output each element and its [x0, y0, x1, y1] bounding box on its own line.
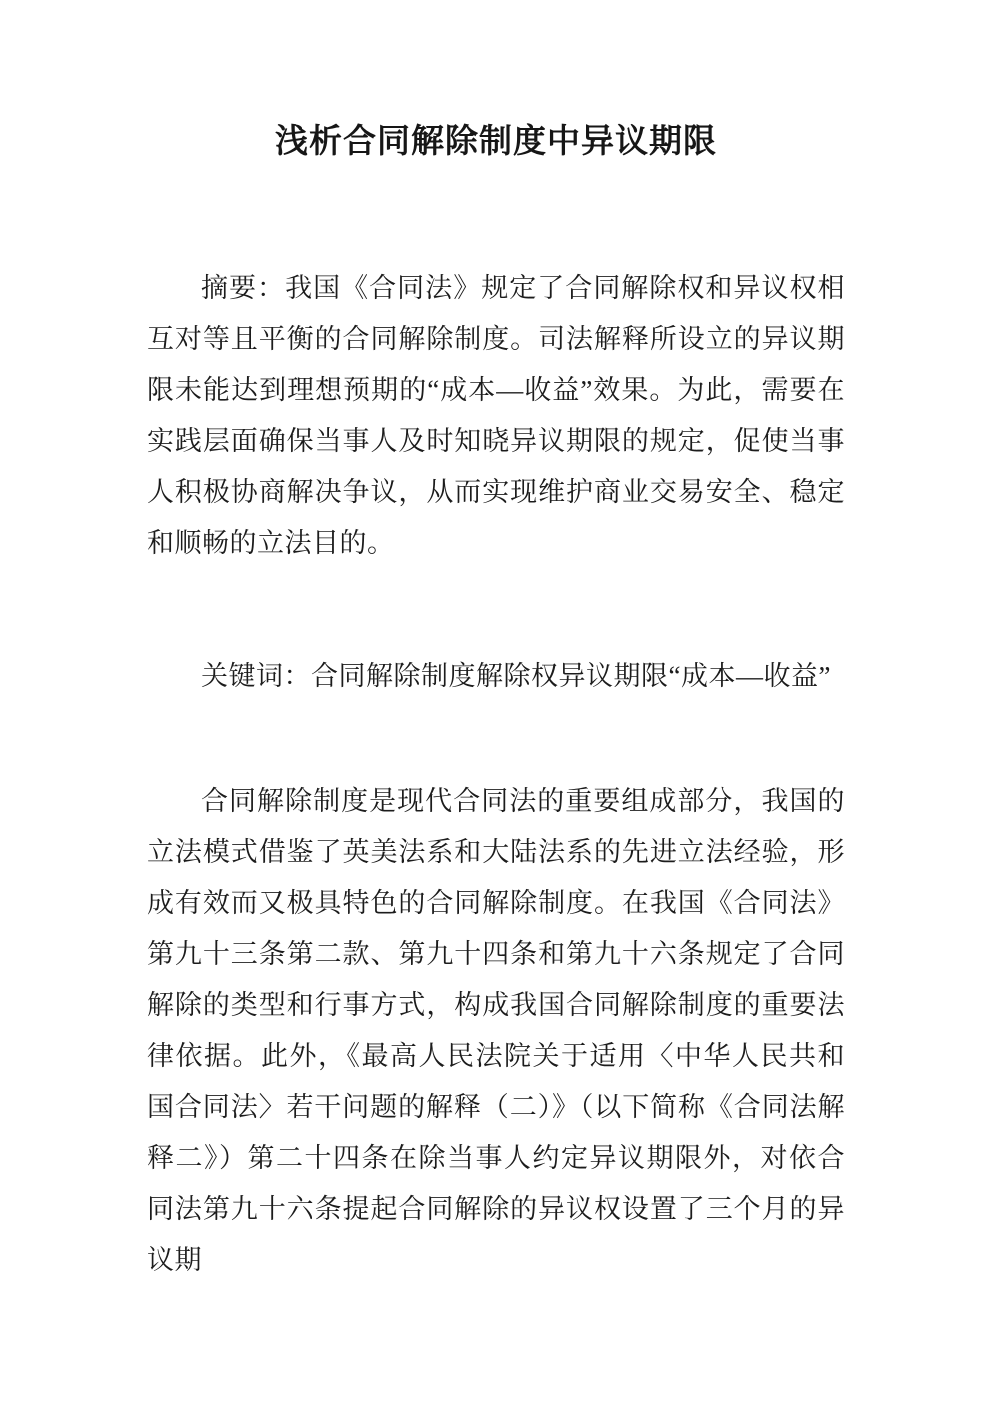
body-paragraph: 合同解除制度是现代合同法的重要组成部分，我国的立法模式借鉴了英美法系和大陆法系的先进立法经验，形成有效而又极具特色的合同解除制度。在我国《合同法》第九十三条第二款、第九十四条和第九十六条规定了合同解除的类型和行事方式，构成我国合同解除制度的重要法律依据。此外，《最高人民法院关于适用〈中华人民共和国合同法〉若干问题的解释（二）》（以下简称《合同法解释二》）第二十四条在除当事人约定异议期限外，对依合同法第九十六条提起合同解除的异议权设置了三个月的异议期 — [147, 786, 845, 1275]
abstract-paragraph: 摘要：我国《合同法》规定了合同解除权和异议权相互对等且平衡的合同解除制度。司法解释所设立的异议期限未能达到理想预期的“成本—收益”效果。为此，需要在实践层面确保当事人及时知晓异议期限的规定，促使当事人积极协商解决争议，从而实现维护商业交易安全、稳定和顺畅的立法目的。 — [147, 273, 845, 558]
document-title: 浅析合同解除制度中异议期限 — [275, 124, 717, 160]
keywords-line: 关键词：合同解除制度解除权异议期限“成本—收益” — [201, 661, 831, 691]
